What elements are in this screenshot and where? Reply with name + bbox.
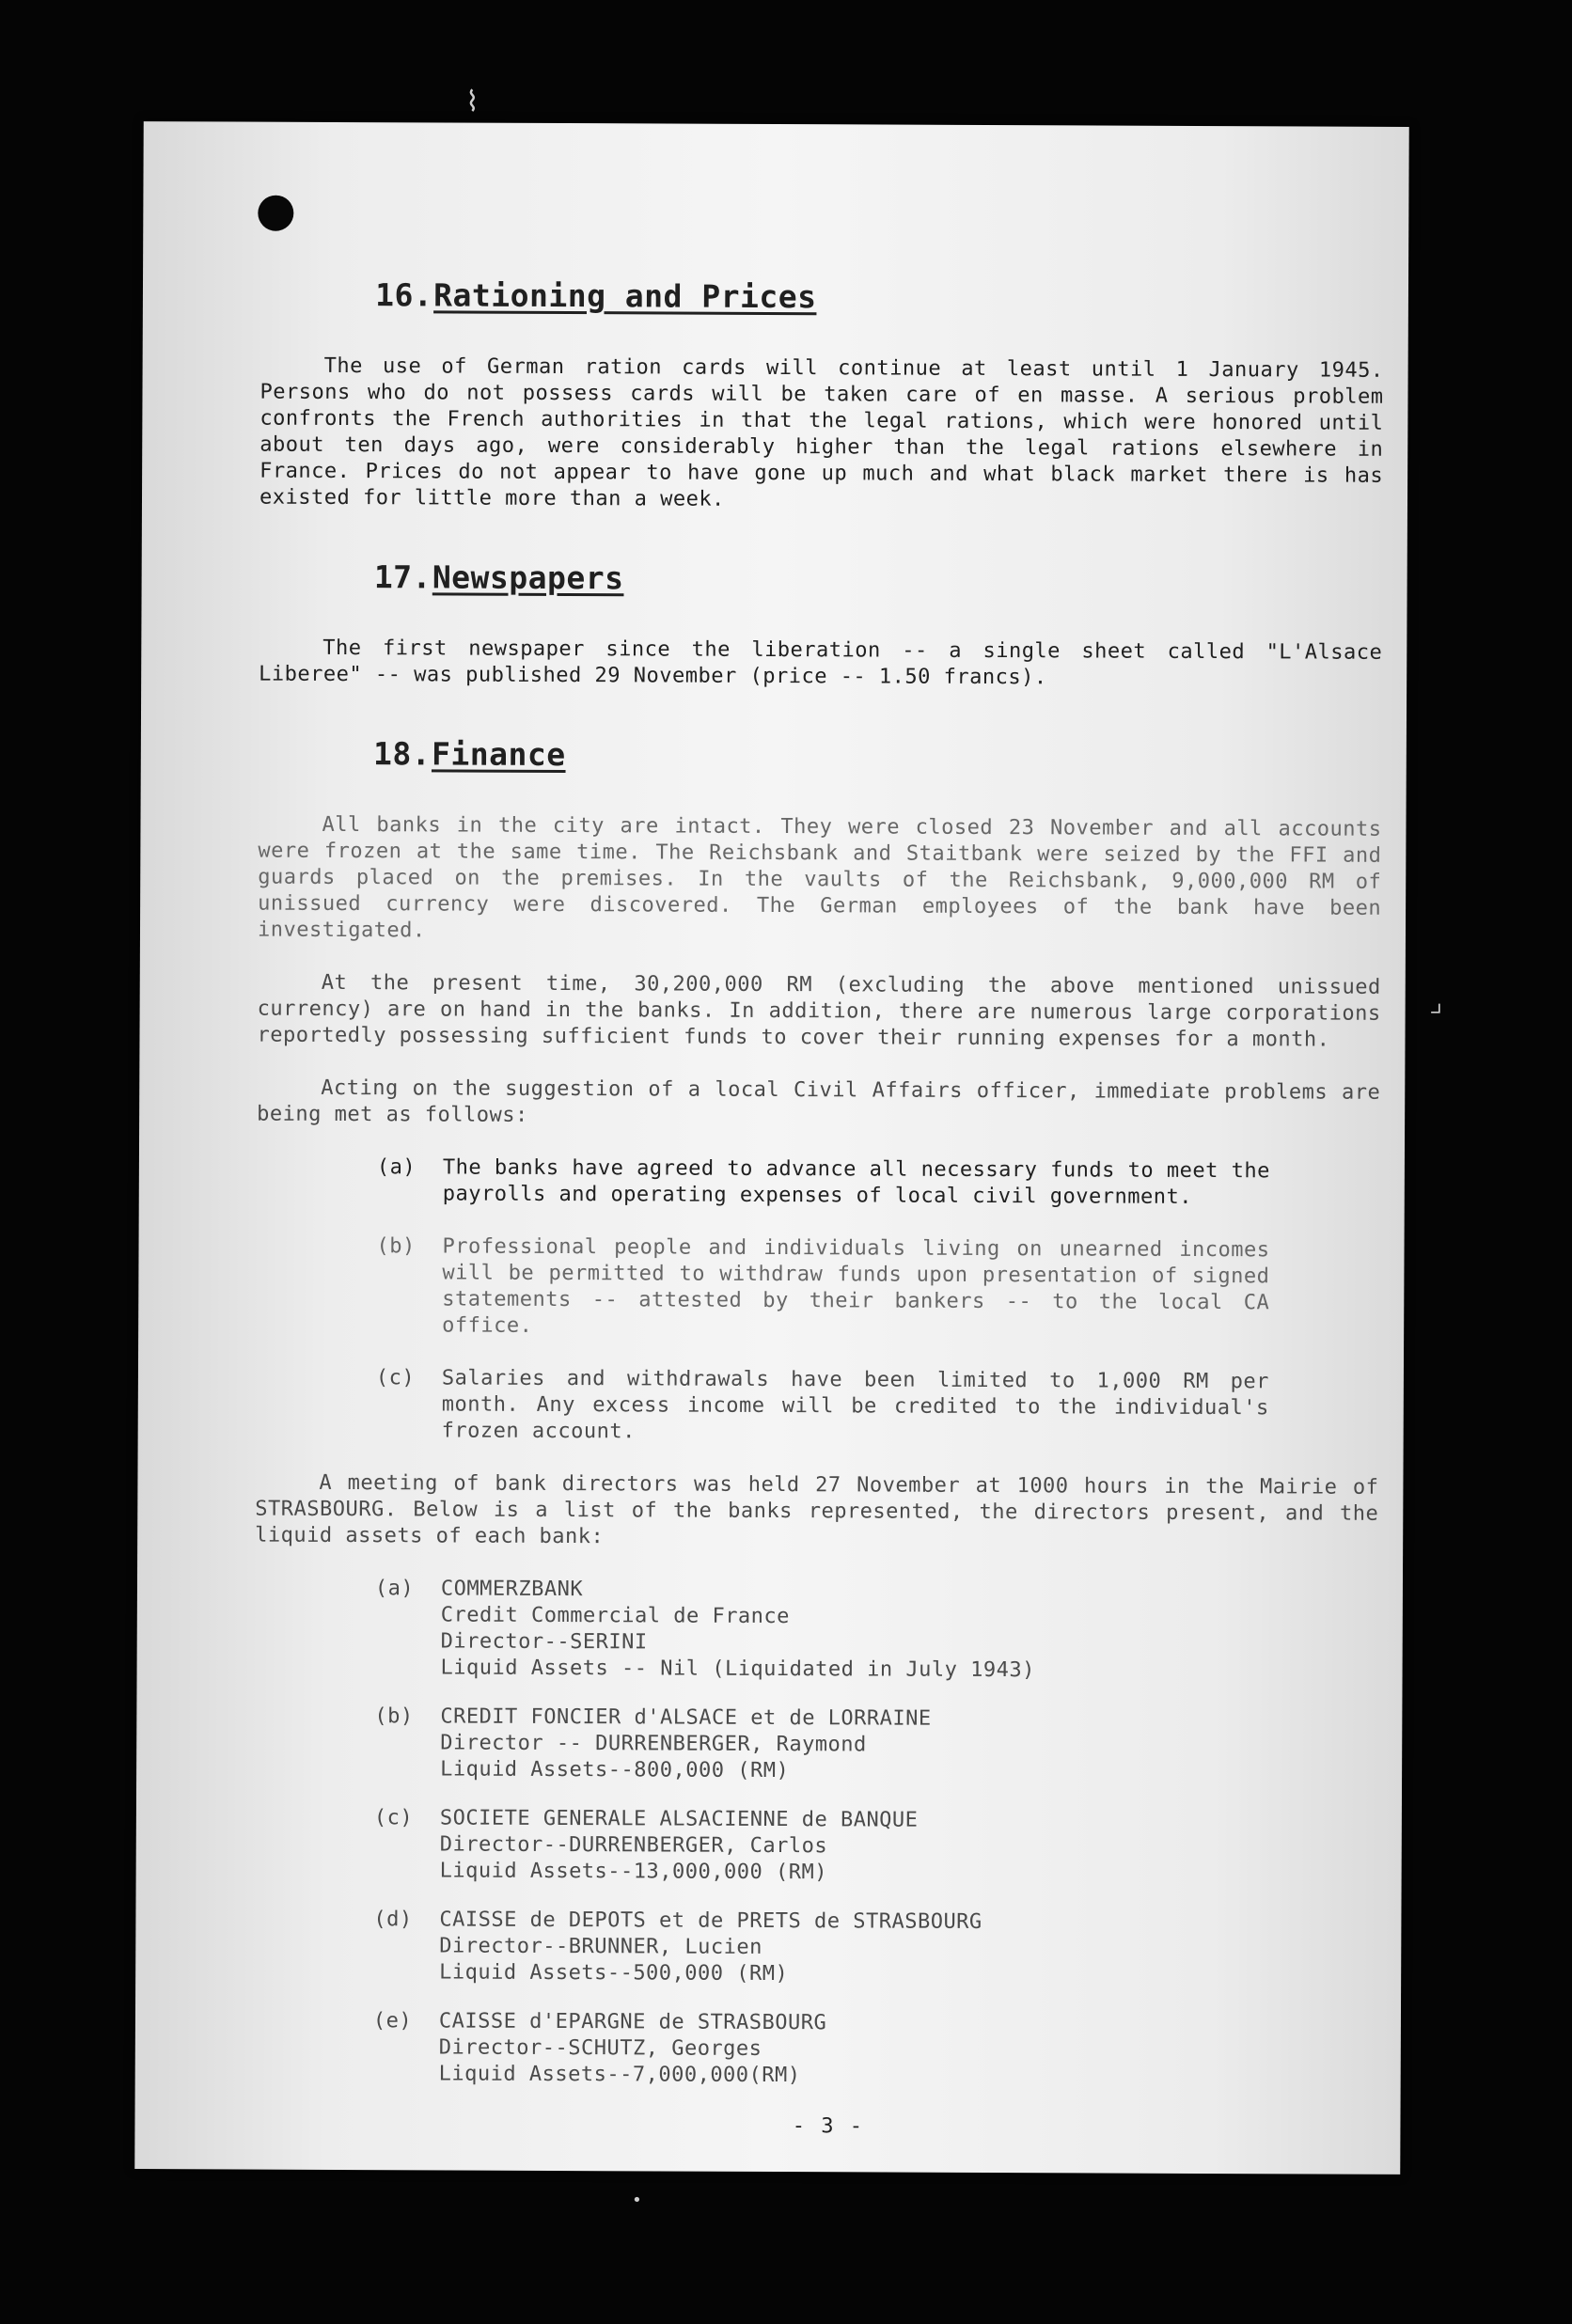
measure-text: The banks have agreed to advance all necessary funds to meet the payrolls and operating expenses of local civil government. [442,1155,1270,1209]
bank-director: Director--DURRENBERGER, Carlos [439,1832,828,1859]
bank-director: Director--SCHUTZ, Georges [438,2035,762,2061]
bank-label: (b) [374,1704,414,1729]
bank-assets: Liquid Assets--500,000 (RM) [439,1960,789,1986]
film-mark-bottom: • [632,2191,642,2210]
measure-label: (b) [376,1234,416,1259]
bank-meeting-paragraph: A meeting of bank directors was held 27 November at 1000 hours in the Mairie of STRASBOURG. Below is a list of the banks represented, the directors present, and the liquid assets of each bank: [255,1470,1379,1549]
bank-label: (d) [373,1908,413,1932]
bank-assets: Liquid Assets--13,000,000 (RM) [439,1859,828,1885]
bank-director: Director -- DURRENBERGER, Raymond [440,1731,867,1757]
bank-name: SOCIETE GENERALE ALSACIENNE de BANQUE [439,1806,919,1832]
bank-name: COMMERZBANK [440,1577,584,1602]
film-mark-right: ⌟ [1427,986,1445,1019]
section-16-heading [260,256,1384,339]
measure-text: Salaries and withdrawals have been limited to 1,000 RM per month. Any excess income will be credited to the individual's frozen account. [441,1366,1269,1444]
bank-alt-name: Credit Commercial de France [440,1603,791,1629]
finance-measure-item [256,1365,1379,1449]
bank-director: Director--BRUNNER, Lucien [439,1934,762,1959]
newspaper-paragraph: The first newspaper since the liberation -- a single sheet called "L'Alsace Liberee" -- was published 29 November (price -- 1.50 francs). [259,636,1383,690]
bank-assets: Liquid Assets--7,000,000(RM) [438,2062,801,2088]
bank-label: (e) [372,2009,413,2034]
section-18-heading [259,714,1382,798]
section-18-title: Finance [431,735,566,774]
measure-label: (a) [376,1155,417,1180]
currency-paragraph: At the present time, 30,200,000 RM (excluding the above mentioned unissued currency) are on hand in the banks. In addition, there are numerous large corporations reportedly possessing sufficient funds to cover their running expenses for a month. [257,970,1381,1052]
bank-assets: Liquid Assets--800,000 (RM) [440,1757,790,1783]
document-page [134,121,1408,2175]
bank-details [440,1805,1155,1887]
bank-entry [254,1704,1377,1787]
bank-details [440,1704,1155,1785]
bank-name: CAISSE de DEPOTS et de PRETS de STRASBOURG [439,1908,982,1934]
bank-details [439,2008,1154,2090]
bank-director: Director--SERINI [440,1629,648,1655]
bank-details [441,1576,1155,1684]
finance-measure-item [257,1154,1380,1212]
rationing-paragraph: The use of German ration cards will continue at least until 1 January 1945. Persons who do not possess cards will be taken care of en masse. A serious problem confronts the French authorities in that the legal rations, which were honored until about ten days ago, were considerably higher than the legal rations elsewhere in France. Prices do not appear to have gone up much and what black market there is has existed for little more than a week. [259,353,1384,511]
bank-assets: Liquid Assets -- Nil (Liquidated in July 1943) [440,1656,1035,1683]
section-16-number: 16. [375,276,433,314]
film-mark-top: ⌇ [465,86,479,118]
section-18-number: 18. [372,735,432,773]
bank-entry [253,1907,1376,1990]
finance-measures-list [256,1154,1380,1449]
bank-entry [253,2008,1376,2092]
bank-entry [255,1576,1378,1686]
finance-measure-item [256,1233,1379,1343]
section-16-title: Rationing and Prices [433,276,817,316]
bank-name: CAISSE d'EPARGNE de STRASBOURG [438,2009,827,2035]
bank-label: (c) [373,1806,414,1830]
measure-label: (c) [375,1366,416,1390]
section-17-heading [259,538,1382,621]
civil-affairs-paragraph: Acting on the suggestion of a local Civil Affairs officer, immediate problems are being met as follows: [257,1076,1381,1127]
measure-text: Professional people and individuals living on unearned incomes will be permitted to withdraw funds upon presentation of signed statements -- attested by their bankers -- to the local CA office. [442,1234,1270,1338]
bank-label: (a) [374,1577,415,1601]
page-number: - 3 - [792,2114,865,2139]
bank-name: CREDIT FONCIER d'ALSACE et de LORRAINE [440,1704,932,1731]
bank-details [439,1907,1154,1988]
bank-status-paragraph: All banks in the city are intact. They were closed 23 November and all accounts were frozen at the same time. The Reichsbank and Staitbank were seized by the FFI and guards placed on the premises. In the vaults of the Reichsbank, 9,000,000 RM of unissued currency were discovered. The German employees of the bank have been investigated. [257,812,1382,943]
section-17-number: 17. [373,558,432,596]
bank-list [253,1576,1378,2092]
bank-entry [254,1805,1377,1889]
report-text [252,256,1384,2143]
punch-hole [258,196,293,231]
section-17-title: Newspapers [432,558,624,597]
